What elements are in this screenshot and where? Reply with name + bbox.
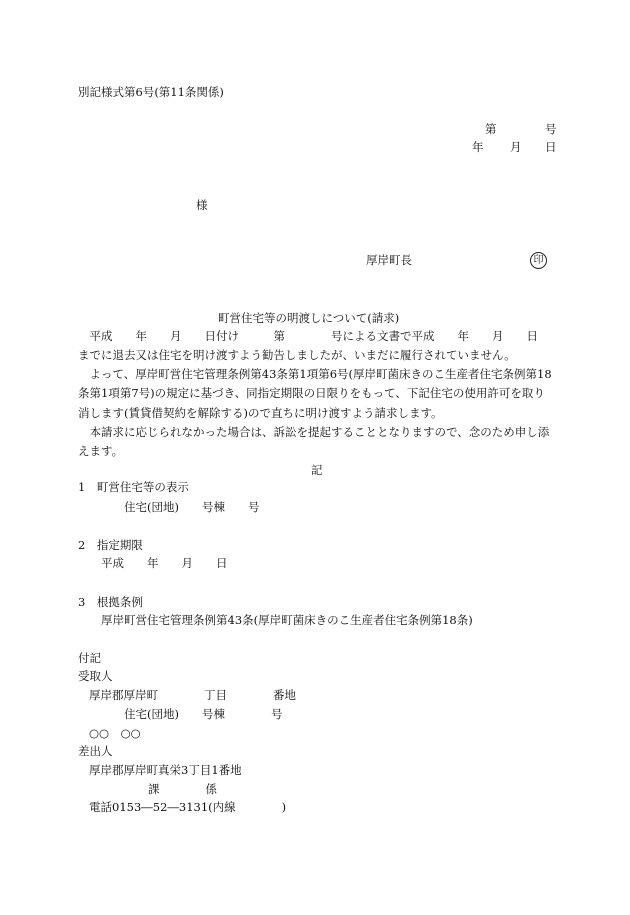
- receiver-address: 厚岸郡厚岸町 丁目 番地: [89, 688, 296, 702]
- body-line: 本請求に応じられなかった場合は、訴訟を提起することとなりますので、念のため申し添: [78, 425, 550, 439]
- date-year: 年: [472, 140, 484, 154]
- body-line: 条第1項第7号)の規定に基づき、同指定期限の日限りをもって、下記住宅の使用許可を取り: [78, 386, 545, 400]
- sender-label: 差出人: [78, 744, 113, 758]
- date-day: 日: [545, 140, 557, 154]
- section-heading: 1 町営住宅等の表示: [78, 480, 189, 494]
- body-line: えます。: [78, 444, 124, 458]
- sender-dept: 課 係: [148, 782, 217, 796]
- section-detail: 住宅(団地) 号棟 号: [124, 500, 260, 514]
- body-line: までに退去又は住宅を明け渡すよう勧告しましたが、いまだに履行されていません。: [78, 348, 516, 362]
- doc-number-suffix: 号: [545, 122, 557, 136]
- sender-address: 厚岸郡厚岸町真栄3丁目1番地: [89, 763, 242, 777]
- seal-stamp: 印: [530, 252, 547, 269]
- section-detail: 厚岸町営住宅管理条例第43条(厚岸町菌床きのこ生産者住宅条例第18条): [101, 613, 473, 627]
- body-line: 平成 年 月 日付け 第 号による文書で平成 年 月 日: [78, 329, 538, 343]
- doc-number-prefix: 第: [485, 122, 497, 136]
- document-title: 町営住宅等の明渡しについて(請求): [218, 311, 400, 325]
- sender-name: 厚岸町長: [366, 253, 412, 267]
- receiver-label: 受取人: [78, 669, 113, 683]
- ki-marker: 記: [311, 463, 323, 477]
- recipient-suffix: 様: [196, 198, 208, 212]
- date-month: 月: [510, 140, 522, 154]
- section-heading: 3 根拠条例: [78, 595, 143, 609]
- receiver-name: ○○ ○○: [89, 726, 141, 740]
- section-heading: 2 指定期限: [78, 538, 143, 552]
- sender-phone: 電話0153―52―3131(内線 ): [89, 800, 287, 814]
- form-label: 別記様式第6号(第11条関係): [78, 85, 224, 99]
- body-line: 消します(賃貸借契約を解除する)ので直ちに明け渡すよう請求します。: [78, 406, 443, 420]
- notes-title: 付記: [78, 651, 101, 665]
- body-line: よって、厚岸町営住宅管理条例第43条第1項第6号(厚岸町菌床きのこ生産者住宅条例第18: [78, 367, 552, 381]
- receiver-housing: 住宅(団地) 号棟 号: [124, 707, 283, 721]
- section-detail: 平成 年 月 日: [101, 556, 228, 570]
